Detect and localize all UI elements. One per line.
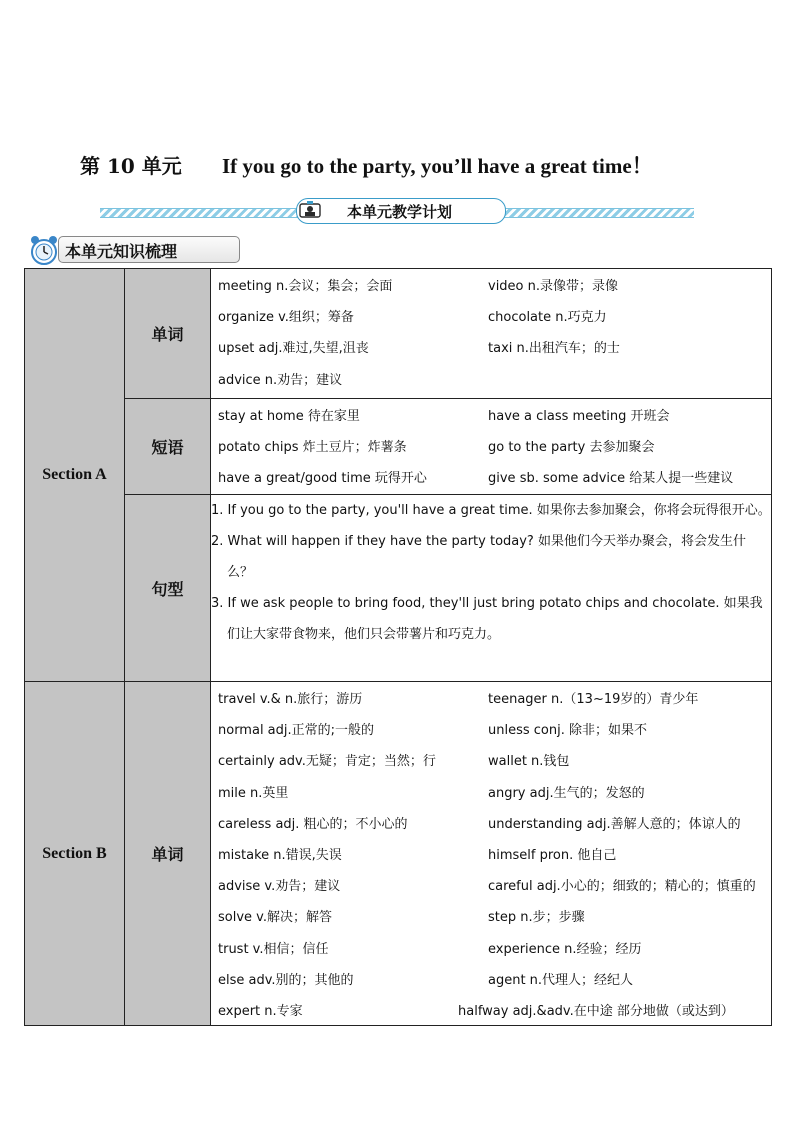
word-entry: himself pron. 他自己	[488, 848, 617, 864]
teaching-plan-badge	[296, 198, 506, 224]
word-entry: meeting n.会议；集会；会面	[218, 279, 393, 295]
word-entry: video n.录像带；录像	[488, 279, 619, 295]
sentence-item: 3. If we ask people to bring food, they'll just bring potato chips and chocolate. 如果我们让大家带食物来，他们只会带薯片和巧克力。	[211, 596, 763, 642]
word-row	[211, 363, 771, 394]
word-entry: unless conj. 除非；如果不	[488, 723, 647, 739]
knowledge-header	[28, 234, 218, 264]
word-entry: understanding adj.善解人意的；体谅人的	[488, 816, 741, 832]
teacher-icon	[299, 201, 321, 219]
teaching-plan-label: 本单元教学计划	[347, 203, 453, 221]
banner-stripe-right	[500, 208, 694, 218]
word-row	[211, 994, 771, 1025]
word-entry: advice n.劝告；建议	[218, 372, 343, 388]
word-row	[211, 932, 771, 963]
word-row	[211, 807, 771, 838]
phrase-row	[211, 399, 771, 430]
word-row	[211, 300, 771, 331]
section-b-words	[211, 682, 772, 1026]
phrase-entry: go to the party 去参加聚会	[488, 440, 655, 456]
word-entry: mile n.英里	[218, 785, 289, 801]
word-entry: expert n.专家	[218, 1003, 303, 1019]
word-row	[211, 900, 771, 931]
word-row	[211, 744, 771, 775]
word-entry: solve v.解决；解答	[218, 910, 332, 926]
word-entry: organize v.组织；筹备	[218, 310, 354, 326]
phrase-entry: stay at home 待在家里	[218, 409, 360, 425]
section-b-words-label: 单词	[125, 682, 211, 1026]
alarm-clock-icon	[28, 234, 62, 266]
section-a-sentences-label: 句型	[125, 495, 211, 682]
banner-stripe-left	[100, 208, 300, 218]
section-a-words-row	[25, 269, 772, 399]
word-entry: teenager n.（13~19岁的）青少年	[488, 692, 699, 708]
unit-english-title: If you go to the party, you’ll have a great time！	[222, 154, 653, 178]
section-a-words	[211, 269, 772, 399]
word-entry: upset adj.难过,失望,沮丧	[218, 341, 369, 357]
unit-title	[80, 150, 720, 182]
word-entry: chocolate n.巧克力	[488, 310, 607, 326]
word-entry: step n.步；步骤	[488, 910, 585, 926]
word-entry: experience n.经验；经历	[488, 941, 642, 957]
word-entry: wallet n.钱包	[488, 754, 570, 770]
word-row	[211, 331, 771, 362]
phrase-entry: give sb. some advice 给某人提一些建议	[488, 471, 734, 487]
section-a-phrases	[211, 399, 772, 495]
sentence-item: 1. If you go to the party, you'll have a great time. 如果你去参加聚会，你将会玩得很开心。	[211, 503, 771, 518]
sentence-item: 2. What will happen if they have the party today? 如果他们今天举办聚会，将会发生什么？	[211, 534, 746, 580]
section-a-sentences-row	[25, 495, 772, 682]
word-entry: normal adj.正常的;一般的	[218, 723, 375, 739]
word-row	[211, 269, 771, 300]
knowledge-tab-label: 本单元知识梳理	[65, 242, 178, 261]
word-row	[211, 713, 771, 744]
word-entry: careful adj.小心的；细致的；精心的；慎重的	[488, 879, 756, 895]
knowledge-table	[24, 268, 772, 1026]
word-entry: travel v.& n.旅行；游历	[218, 692, 363, 708]
phrase-entry: have a great/good time 玩得开心	[218, 471, 427, 487]
word-entry: halfway adj.&adv.在中途 部分地做（或达到）	[458, 1003, 734, 1019]
teaching-plan-banner	[100, 198, 694, 220]
section-a-phrases-row	[25, 399, 772, 495]
word-row	[211, 776, 771, 807]
section-b-label: Section B	[25, 682, 125, 1026]
word-entry: else adv.别的；其他的	[218, 972, 354, 988]
section-a-label: Section A	[25, 269, 125, 682]
phrase-entry: potato chips 炸土豆片；炸薯条	[218, 440, 407, 456]
word-row	[211, 838, 771, 869]
section-a-sentences	[211, 495, 772, 682]
knowledge-tab	[58, 236, 240, 263]
section-a-phrases-label: 短语	[125, 399, 211, 495]
word-row	[211, 869, 771, 900]
word-entry: trust v.相信；信任	[218, 941, 329, 957]
word-entry: certainly adv.无疑；肯定；当然；行	[218, 754, 436, 770]
word-entry: angry adj.生气的；发怒的	[488, 785, 645, 801]
word-entry: taxi n.出租汽车；的士	[488, 341, 620, 357]
phrase-row	[211, 461, 771, 492]
word-entry: agent n.代理人；经纪人	[488, 972, 634, 988]
word-entry: careless adj. 粗心的；不小心的	[218, 816, 408, 832]
word-row	[211, 682, 771, 713]
section-a-words-label: 单词	[125, 269, 211, 399]
phrase-row	[211, 430, 771, 461]
phrase-entry: have a class meeting 开班会	[488, 409, 670, 425]
word-row	[211, 963, 771, 994]
section-b-words-row	[25, 682, 772, 1026]
word-entry: advise v.劝告；建议	[218, 879, 341, 895]
unit-number: 第 10 单元	[80, 154, 182, 178]
word-entry: mistake n.错误,失误	[218, 848, 342, 864]
